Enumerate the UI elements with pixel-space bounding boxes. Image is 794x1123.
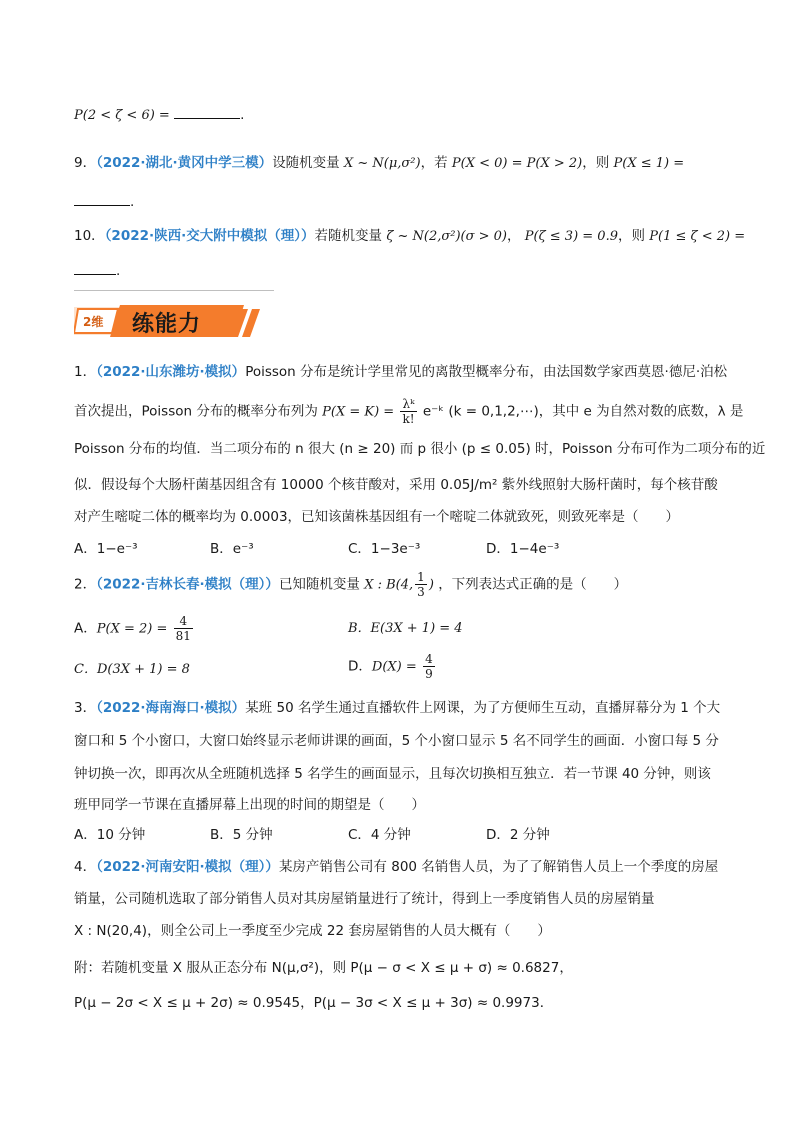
problem-1-line-2: 首次提出，Poisson 分布的概率分布列为 P(X = K) = $\frac{\text{λᵏ}}{k!}$ e⁻ᵏ (k = 0,1,2,⋯)，其中 e 为自然对数的底数，λ 是 — [74, 397, 744, 426]
option-c[interactable]: C．1−3e⁻³ — [348, 541, 421, 557]
question-source: （2022·河南安阳·模拟（理）） — [96, 859, 279, 875]
question-source: （2022·山东潍坊·模拟） — [96, 364, 246, 380]
problem-1-line-1: 1．（2022·山东潍坊·模拟）Poisson 分布是统计学里常见的离散型概率分布，由法国数学家西莫恩·德尼·泊松 — [74, 364, 728, 380]
question-source: （2022·海南海口·模拟） — [96, 700, 246, 716]
problem-3-line-4: 班甲同学一节课在直播屏幕上出现的时间的期望是（ ） — [74, 797, 425, 813]
problem-4-line-3: X : N(20,4)，则全公司上一季度至少完成 22 套房屋销售的人员大概有（ ） — [74, 923, 551, 939]
problem-2-stem: 2．（2022·吉林长春·模拟（理））已知随机变量 X : B(4, $\frac{1}{3}$ ) ，下列表达式正确的是（ ） — [74, 570, 628, 599]
problem-4-appendix-2: P(μ − 2σ < X ≤ μ + 2σ) ≈ 0.9545，P(μ − 3σ < X ≤ μ + 3σ) ≈ 0.9973． — [74, 995, 554, 1011]
problem-4-line-2: 销量，公司随机选取了部分销售人员对其房屋销量进行了统计，得到上一季度销售人员的房屋销量 — [74, 891, 655, 907]
probability-expression: P(2 < ζ < 6) = — [74, 108, 170, 123]
question-8-tail: P(2 < ζ < 6) = . — [74, 107, 245, 123]
option-b[interactable]: B．e⁻³ — [210, 541, 254, 557]
option-c[interactable]: C．4 分钟 — [348, 827, 411, 843]
option-b[interactable]: B．5 分钟 — [210, 827, 273, 843]
option-d[interactable]: D．2 分钟 — [486, 827, 550, 843]
option-d[interactable]: D．D(X) = $\frac{4}{9}$ — [348, 652, 433, 681]
question-10-blank: . — [74, 262, 120, 279]
fraction: $\frac{1}{3}$ — [417, 570, 425, 599]
problem-4-line-1: 4．（2022·河南安阳·模拟（理））某房产销售公司有 800 名销售人员，为了了解销售人员上一个季度的房屋 — [74, 859, 719, 875]
problem-3-line-1: 3．（2022·海南海口·模拟）某班 50 名学生通过直播软件上网课，为了方便师生互动，直播屏幕分为 1 个大 — [74, 700, 721, 716]
answer-blank — [74, 193, 130, 206]
problem-1-line-4: 似．假设每个大肠杆菌基因组含有 10000 个核苷酸对，采用 0.05J/m² 紫外线照射大肠杆菌时，每个核苷酸 — [74, 477, 718, 493]
problem-1-line-3: Poisson 分布的均值．当二项分布的 n 很大 (n ≥ 20) 而 p 很小 (p ≤ 0.05) 时，Poisson 分布可作为二项分布的近 — [74, 441, 766, 457]
question-10: 10．（2022·陕西·交大附中模拟（理））若随机变量 ζ ~ N(2,σ²)(σ > 0)， P(ζ ≤ 3) = 0.9，则 P(1 ≤ ζ < 2) = — [74, 228, 746, 244]
fraction: $\frac{4}{81}$ — [175, 614, 191, 643]
question-source: （2022·陕西·交大附中模拟（理）） — [104, 228, 315, 244]
section-title: 练能力 — [132, 312, 202, 337]
option-c[interactable]: C．D(3X + 1) = 8 — [74, 662, 190, 677]
option-d[interactable]: D．1−4e⁻³ — [486, 541, 560, 557]
answer-blank — [174, 106, 240, 119]
option-a[interactable]: A．1−e⁻³ — [74, 541, 138, 557]
question-9-blank: . — [74, 193, 134, 210]
question-9: 9．（2022·湖北·黄冈中学三模）设随机变量 X ~ N(μ,σ²)，若 P(X < 0) = P(X > 2)，则 P(X ≤ 1) = — [74, 155, 685, 171]
problem-3-line-3: 钟切换一次，即再次从全班随机选择 5 名学生的画面显示，且每次切换相互独立．若一节课 40 分钟，则该 — [74, 766, 711, 782]
option-b[interactable]: B．E(3X + 1) = 4 — [348, 621, 463, 636]
problem-3-line-2: 窗口和 5 个小窗口，大窗口始终显示老师讲课的画面，5 个小窗口显示 5 名不同学生的画面．小窗口每 5 分 — [74, 733, 719, 749]
problem-1-line-5: 对产生嘧啶二体的概率均为 0.0003，已知该菌株基因组有一个嘧啶二体就致死，则致死率是（ ） — [74, 509, 680, 525]
fraction: $\frac{4}{9}$ — [425, 652, 433, 681]
problem-4-appendix-1: 附：若随机变量 X 服从正态分布 N(μ,σ²)，则 P(μ − σ < X ≤ μ + σ) ≈ 0.6827， — [74, 960, 573, 976]
section-badge: 2维 — [83, 315, 104, 329]
option-a[interactable]: A．P(X = 2) = $\frac{4}{81}$ — [74, 614, 191, 643]
fraction: $\frac{\text{λᵏ}}{k!}$ — [402, 397, 415, 426]
section-divider — [74, 290, 274, 291]
question-source: （2022·湖北·黄冈中学三模） — [96, 155, 273, 171]
option-a[interactable]: A．10 分钟 — [74, 827, 146, 843]
answer-blank — [74, 262, 116, 275]
question-source: （2022·吉林长春·模拟（理）） — [96, 576, 279, 593]
section-banner — [74, 301, 274, 341]
